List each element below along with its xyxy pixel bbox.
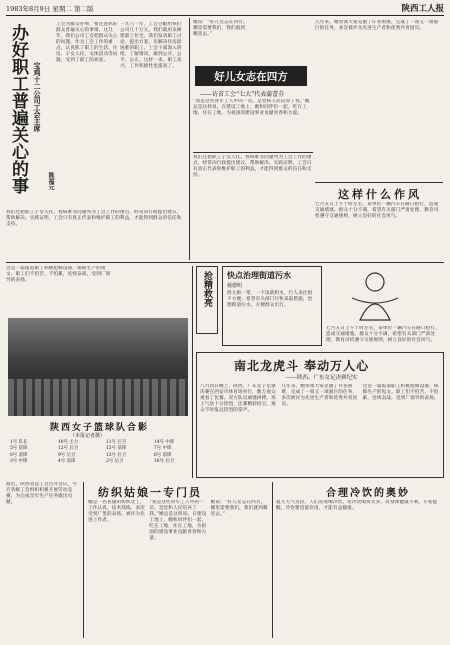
series-body-1: “我是这些青年工人中的一员，是党和人民培养了我。”她总是这样说。在建设工地上，她和同伴们一起，吃在工地，住在工地，为祖国的建设事业贡献青春和力量。 xyxy=(193,99,310,116)
roster-cell: 1号 队长 xyxy=(10,440,28,445)
column-divider xyxy=(189,18,190,260)
roster-cell: 11号 后卫 xyxy=(106,440,127,445)
masthead-rule xyxy=(6,15,444,16)
sidebar-top-rule xyxy=(315,182,443,183)
roster-cell: 14号 中锋 xyxy=(154,440,175,445)
mid-mid-box xyxy=(222,266,322,346)
mid-left-box xyxy=(196,266,218,334)
bottom-mid-col: 她说：“好儿女志在四方。哪里需要我们，我们就到哪里去。” xyxy=(210,500,268,517)
lead-body-col-3: 我们还把职工子女入托、看病难等问题列为工会工作的重点，经常向行政提出建议，帮助解决。实践证明，工会只有真正代表和维护职工的利益，才能得到群众的信任和支持。 xyxy=(6,210,182,227)
series-body-3: 我们还把职工子女入托、看病难等问题列为工会工作的重点，经常向行政提出建议，帮助解决。实践证明，工会只有真正代表和维护职工的利益，才能得到群众的信任和支持。 xyxy=(193,155,312,178)
roster-cell: 13号 后卫 xyxy=(106,452,127,458)
section-rule xyxy=(6,262,444,263)
roster-cell: 8号 前锋 xyxy=(10,452,28,458)
series-divider xyxy=(193,152,313,153)
roster-cell: 3号 中锋 xyxy=(10,459,28,465)
roster-cell: 12号 后卫 xyxy=(58,446,79,452)
mid-mid-byline: 杨德明 xyxy=(227,283,243,289)
lead-headline: 办好职工普遍关心的事 xyxy=(8,24,28,194)
feature-headline: 南北龙虎斗 奉动万人心 xyxy=(234,359,370,373)
column-divider xyxy=(272,482,273,638)
bottom-right-body: 夏天天气炎热，人们喜欢喝冷饮。但冷饮喝得太多，对身体健康不利。专家提醒，冷饮要适量饮用，才能有益健康。 xyxy=(276,500,438,511)
feature-col: 这是一篇报道职工积极抢修设备、保障生产的短文。职工们不怕苦、不怕累，连续奋战，受到厂领导的表扬。 xyxy=(362,384,439,401)
sidebar-body: 七月五日上午十时左右，某单位一辆汽车在路口抢行，造成交通堵塞。群众十分不满，希望有关部门严肃处理，教育司机遵守交通规则，树立良好的社会风气。 xyxy=(315,202,439,219)
bottom-mid-headline: 纺织姑娘一专门员 xyxy=(98,486,202,499)
lead-body-col-1: 工会为群众办事，要注意抓好群众普遍关心的事情。这几年，我们公司工会把群众关心的问题，作为工会工作的重点，认真抓了职工的生活、住房、子女入托、文体活动等问题，受到了职工的欢迎。 xyxy=(56,22,118,63)
photo-caption-title: 陕西女子篮球队合影 xyxy=(50,423,150,433)
feature-col: 几年来，她带领大家克服了许多困难，完成了一项又一项艰巨的任务，多次被评为先进生产者和优秀共青团员。 xyxy=(281,384,358,407)
mid-left-title: 抢精救亮 xyxy=(202,271,212,307)
photo-caption-credit: （本报记者摄） xyxy=(70,433,106,439)
bottom-mid-col: “我是这些青年工人中的一员，是党和人民培养了我。”她总是这样说。在建设工地上，她和同伴们一起，吃在工地，住在工地，为祖国的建设事业贡献青春和力量。 xyxy=(149,500,207,541)
series-subtitle: ——访省工会“七大”代表蒲蕾芬 xyxy=(200,91,285,98)
column-divider xyxy=(83,482,84,638)
feature-col: 八月四日晚上，陕西、广东女子足球决赛在西安市体育场举行，数万观众观看了比赛。双方队员顽强拼搏，场上气氛十分热烈，比赛精彩纷呈，观众不时报以热烈的掌声。 xyxy=(200,384,276,413)
illustration-note: 七月五日上午十时左右，某单位一辆汽车在路口抢行，造成交通堵塞。群众十分不满，希望有关部门严肃处理，教育司机遵守交通规则，树立良好的社会风气。 xyxy=(326,326,440,343)
lead-byline: 陈福元 xyxy=(47,172,54,190)
roster-cell: 4号 前锋 xyxy=(58,459,76,465)
roster-cell: 6号 前锋 xyxy=(154,452,172,458)
roster-cell: 16号 后卫 xyxy=(154,459,175,465)
lead-body-col-2: 一九八一年，工会分配给我们公司几十万元，我们就用来修建职工住宅。我们发动职工讨论，提出方案，先解决住房最困难的职工。工会干部深入班组，了解情况，做到公开、公平、公正。这样一来，职工高兴，工作积极性也提高了。 xyxy=(120,22,182,69)
basketball-team-photo xyxy=(8,318,188,416)
lead-kicker: 宝鸡十二公司工会主席 xyxy=(33,62,42,132)
feature-body xyxy=(200,384,440,474)
sidebar-headline: 这样什么作风 xyxy=(338,188,422,201)
roster-cell: 5号 前锋 xyxy=(10,446,28,452)
series-body-2: 几年来，她带领大家克服了许多困难，完成了一项又一项艰巨的任务，多次被评为先进生产者和优秀共青团员。 xyxy=(315,20,439,31)
roster-cell: 7号 中锋 xyxy=(154,446,172,452)
column-divider xyxy=(192,266,193,478)
masthead xyxy=(6,2,444,14)
date-line: 1983年8月9日 星期二 第二版 xyxy=(6,4,94,13)
bottom-left-body: 最近，陕西省总工会召开会议，号召各级工会组织积极开展劳动竞赛，为完成全年生产任务做出贡献。 xyxy=(6,482,78,505)
roster-row xyxy=(10,459,202,465)
series-intro: 她说：“好儿女志在四方。哪里需要我们，我们就到哪里去。” xyxy=(193,20,248,37)
roster-cell: 9号 后卫 xyxy=(58,452,76,458)
paper-name: 陕西工人报 xyxy=(401,4,444,14)
bottom-right-headline: 合理冷饮的奥妙 xyxy=(326,488,410,499)
roster-cell: 2号 后卫 xyxy=(106,459,124,465)
feature-subtitle: ——陕西、广东女足决赛纪实 xyxy=(286,375,358,381)
series-banner: 好儿女志在四方 xyxy=(195,66,307,86)
mid-mid-headline: 快点治理街道污水 xyxy=(227,270,291,280)
bottom-mid-col: 她是一名普通的纺织女工，工作认真，技术熟练，多次受到厂里的表扬，被评为先进工作者。 xyxy=(88,500,145,523)
roster-cell: 10号 主力 xyxy=(58,440,79,445)
team-roster xyxy=(10,440,202,466)
mid-left-body: 这是一篇报道职工积极抢修设备、保障生产的短文。职工们不怕苦、不怕累，连续奋战，受到厂领导的表扬。 xyxy=(6,266,111,283)
mid-mid-body: 西大街一带，一下雨就积水，行人来往很不方便。希望有关部门尽快采取措施，治理街道污水，方便群众出行。 xyxy=(227,291,313,308)
women-illustration xyxy=(346,268,404,324)
bottom-mid-body xyxy=(88,500,268,638)
roster-cell: 15号 前锋 xyxy=(106,446,127,452)
